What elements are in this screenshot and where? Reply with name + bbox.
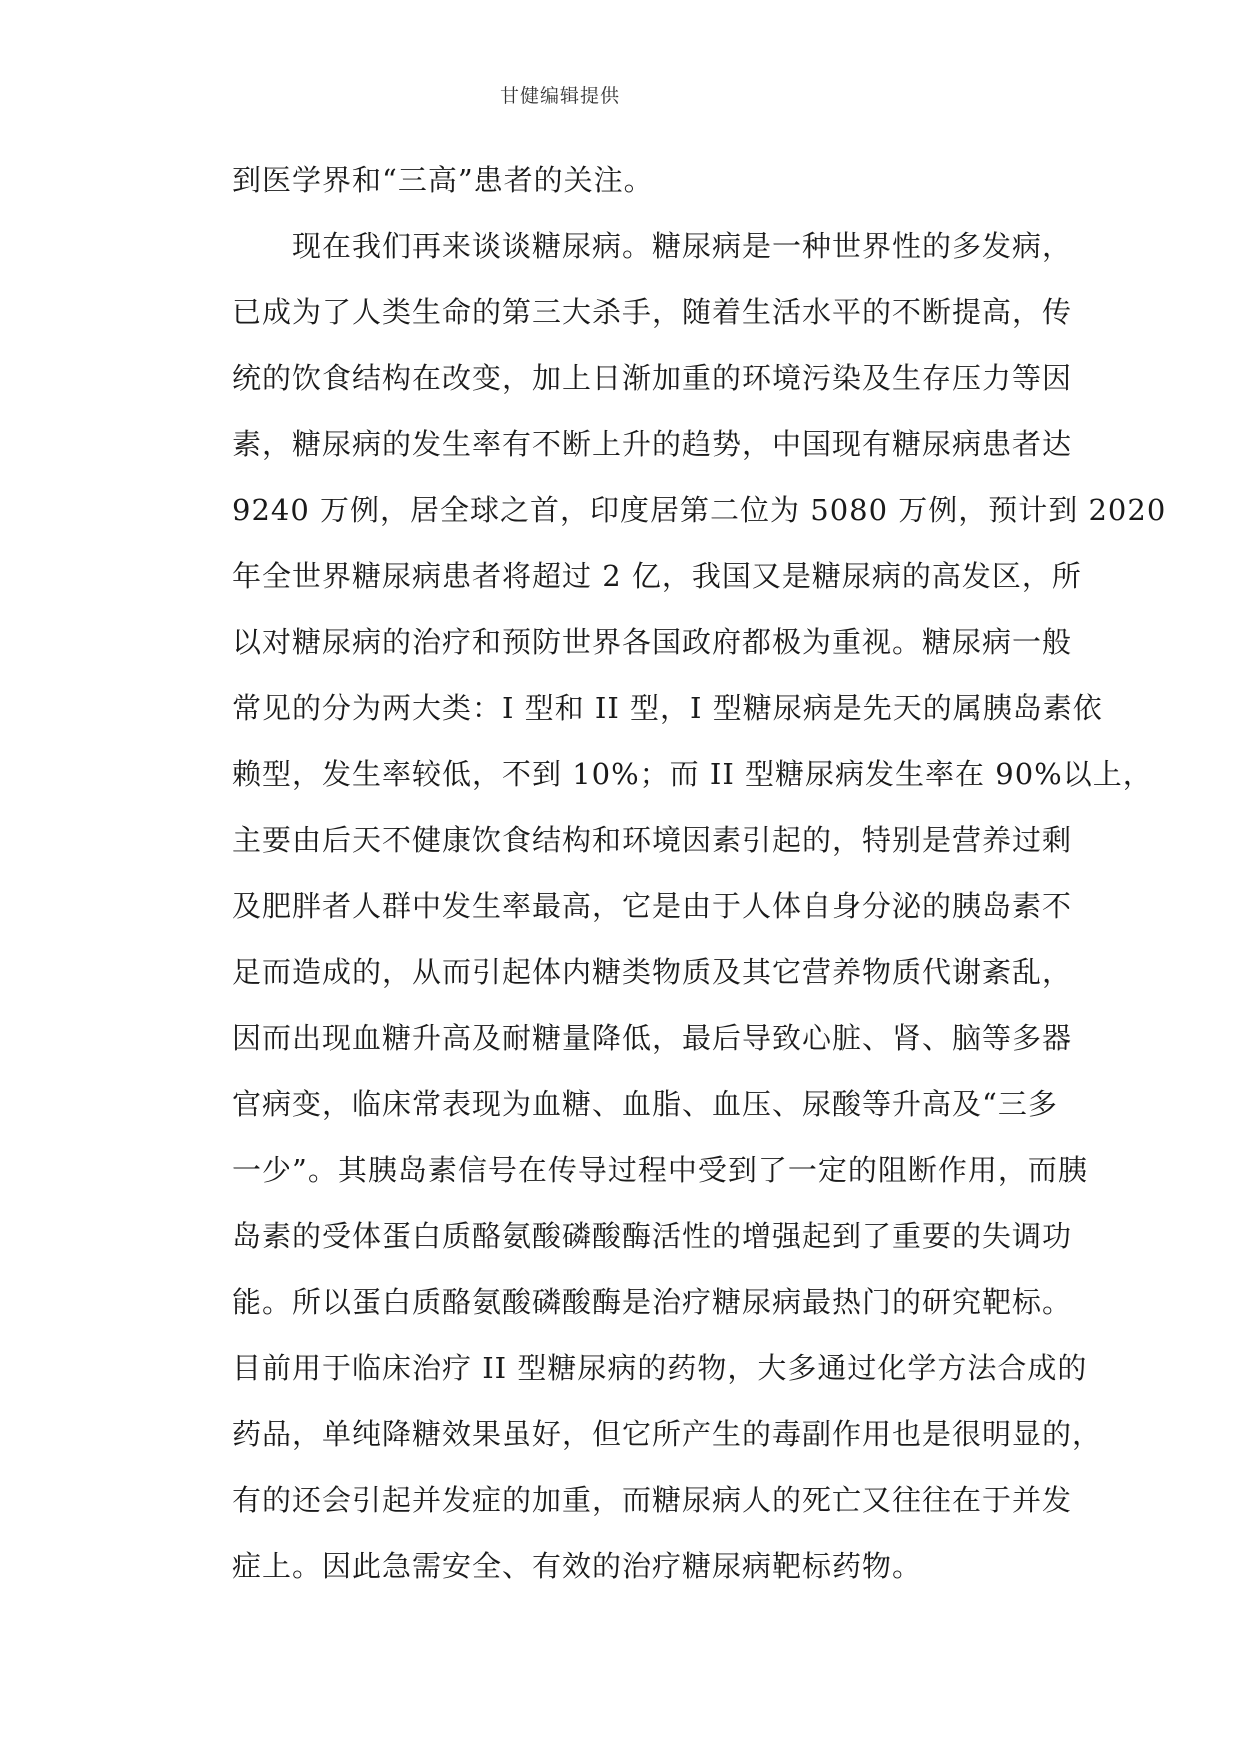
text-line: 足而造成的，从而引起体内糖类物质及其它营养物质代谢紊乱， xyxy=(232,955,1073,989)
text-line: 9240 万例，居全球之首，印度居第二位为 5080 万例，预计到 2020 xyxy=(232,493,1167,527)
text-line: 主要由后天不健康饮食结构和环境因素引起的，特别是营养过剩 xyxy=(232,823,1073,857)
text-line: 因而出现血糖升高及耐糖量降低，最后导致心脏、肾、脑等多器 xyxy=(232,1021,1073,1055)
text-line: 到医学界和“三高”患者的关注。 xyxy=(232,163,654,197)
text-line: 以对糖尿病的治疗和预防世界各国政府都极为重视。糖尿病一般 xyxy=(232,625,1073,659)
text-line: 及肥胖者人群中发生率最高，它是由于人体自身分泌的胰岛素不 xyxy=(232,889,1073,923)
text-line: 已成为了人类生命的第三大杀手，随着生活水平的不断提高，传 xyxy=(232,295,1073,329)
text-line: 赖型，发生率较低，不到 10%；而 II 型糖尿病发生率在 90%以上， xyxy=(232,757,1153,791)
text-line: 能。所以蛋白质酪氨酸磷酸酶是治疗糖尿病最热门的研究靶标。 xyxy=(232,1285,1073,1319)
text-line: 常见的分为两大类：I 型和 II 型，I 型糖尿病是先天的属胰岛素依 xyxy=(232,691,1103,725)
text-line: 官病变，临床常表现为血糖、血脂、血压、尿酸等升高及“三多 xyxy=(232,1087,1058,1121)
text-line: 年全世界糖尿病患者将超过 2 亿，我国又是糖尿病的高发区，所 xyxy=(232,559,1082,593)
text-line: 药品，单纯降糖效果虽好，但它所产生的毒副作用也是很明显的， xyxy=(232,1417,1103,1451)
text-line: 有的还会引起并发症的加重，而糖尿病人的死亡又往往在于并发 xyxy=(232,1483,1073,1517)
text-line: 岛素的受体蛋白质酪氨酸磷酸酶活性的增强起到了重要的失调功 xyxy=(232,1219,1073,1253)
paragraph-first-line: 现在我们再来谈谈糖尿病。糖尿病是一种世界性的多发病， xyxy=(292,229,1073,263)
body-text xyxy=(232,160,1167,1612)
text-line: 目前用于临床治疗 II 型糖尿病的药物，大多通过化学方法合成的 xyxy=(232,1351,1088,1385)
page-header: 甘健编辑提供 xyxy=(499,85,620,107)
text-line: 素，糖尿病的发生率有不断上升的趋势，中国现有糖尿病患者达 xyxy=(232,427,1073,461)
text-line: 一少”。其胰岛素信号在传导过程中受到了一定的阻断作用，而胰 xyxy=(232,1153,1088,1187)
text-line: 症上。因此急需安全、有效的治疗糖尿病靶标药物。 xyxy=(232,1549,923,1583)
text-line: 统的饮食结构在改变，加上日渐加重的环境污染及生存压力等因 xyxy=(232,361,1073,395)
